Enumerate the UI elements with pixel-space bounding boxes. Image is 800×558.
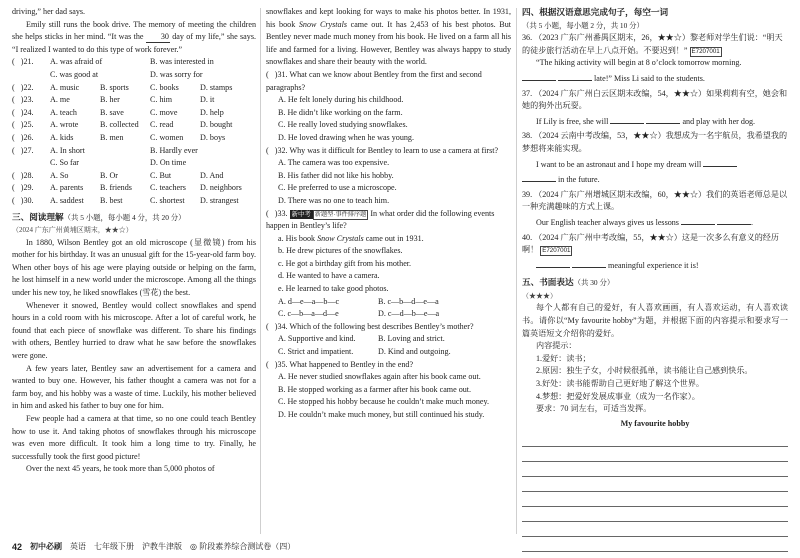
answer-blank[interactable] bbox=[610, 113, 644, 124]
writing-line[interactable] bbox=[522, 507, 788, 522]
question-36-en: “The hiking activity will begin at 8 o’clock tomorrow morning. bbox=[536, 58, 742, 68]
cloze-question-number: ( )25. bbox=[12, 120, 34, 130]
answer-blank[interactable] bbox=[558, 70, 592, 81]
question-35: ( )35. What happened to Bentley in the end? bbox=[266, 359, 414, 369]
q33-events bbox=[266, 245, 511, 295]
cloze-option[interactable]: C. was good at bbox=[50, 69, 99, 79]
section-title: 四、根据汉语意思完成句子，每空一词 bbox=[522, 7, 669, 17]
cloze-option-row bbox=[12, 170, 256, 183]
answer-blank[interactable] bbox=[703, 156, 737, 167]
question-38-en bbox=[522, 156, 788, 172]
answer-option[interactable]: A. Supportive and kind. bbox=[278, 334, 356, 344]
cloze-option-row bbox=[12, 132, 256, 145]
question-39-cn: 39. （2024 广东广州增城区期末改编，60，★★☆）我们的英语老师总是以一种充满趣味的方式上课。 bbox=[522, 189, 788, 212]
question-39-en: Our English teacher always gives us lessons . bbox=[522, 214, 788, 230]
cloze-option-row bbox=[12, 182, 256, 195]
question-38-en2 bbox=[522, 171, 788, 187]
requirements: 要求：70 词左右，可适当发挥。 bbox=[536, 404, 652, 414]
writing-line[interactable] bbox=[522, 462, 788, 477]
answer-blank[interactable] bbox=[522, 171, 556, 182]
text: 40. （2024 广东广州中考改编，55，★★☆）这是一次多么有意义的经历啊！ bbox=[522, 232, 779, 255]
answer-option[interactable]: B. Loving and strict. bbox=[378, 334, 445, 344]
cloze-option-row bbox=[12, 94, 256, 107]
answer-blank[interactable] bbox=[646, 113, 680, 124]
cloze-option[interactable]: A. saddest bbox=[50, 195, 84, 205]
answer-option[interactable]: B. His father did not like his hobby. bbox=[278, 170, 394, 180]
text: I want to be an astronaut and I hope my dream will bbox=[536, 159, 702, 169]
cloze-option[interactable]: B. was interested in bbox=[150, 57, 214, 67]
section-title: 五、书面表达 bbox=[522, 277, 574, 288]
cloze-options bbox=[12, 56, 256, 207]
q35-options bbox=[266, 371, 511, 421]
cloze-question-number: ( )21. bbox=[12, 57, 34, 67]
cloze-option[interactable]: D. And bbox=[200, 170, 224, 180]
text: Emily still runs the book drive. The memory of meeting the children she helps sticks in her mind. “It was the bbox=[12, 19, 256, 42]
question-type-tag: 新题型·事件排序题 bbox=[314, 210, 367, 218]
cloze-option[interactable]: B. her bbox=[100, 95, 120, 105]
question-source: （2024 广东广州黄埔区期末，★★☆） bbox=[12, 226, 133, 235]
question-34: ( )34. Which of the following best describes Bentley’s mother? bbox=[266, 321, 474, 331]
cloze-option-row bbox=[12, 119, 256, 132]
new-exam-badge: 新中考 bbox=[291, 210, 311, 218]
cloze-question-number: ( )28. bbox=[12, 170, 34, 180]
hint-item: 1.爱好：读书； bbox=[536, 353, 591, 363]
q33-options bbox=[266, 296, 511, 321]
text: 36. （2023 广东广州番禺区期末，26，★★☆）黎老师对学生们说：“明天的徒步旅行活动在早上八点开始。不要迟到！” bbox=[522, 33, 783, 55]
cloze-option[interactable]: B. men bbox=[100, 132, 124, 142]
cloze-option[interactable]: A. parents bbox=[50, 183, 84, 193]
cloze-option-row bbox=[12, 107, 256, 120]
cloze-option[interactable]: D. strangest bbox=[200, 195, 239, 205]
cloze-option-row bbox=[12, 195, 256, 208]
answer-option[interactable]: D. There was no one to teach him. bbox=[278, 195, 390, 205]
cloze-question-number: ( )23. bbox=[12, 95, 34, 105]
cloze-question-number bbox=[12, 157, 50, 170]
cloze-option[interactable]: C. But bbox=[150, 170, 172, 180]
question-31: ( )31. What can we know about Bentley from the first and second paragraphs? bbox=[266, 69, 482, 92]
question-40-en bbox=[522, 257, 788, 273]
cloze-option[interactable]: B. Hardly ever bbox=[150, 145, 198, 155]
text: late!” Miss Li said to the students. bbox=[592, 73, 705, 83]
question-36-en2 bbox=[522, 70, 788, 86]
cloze-option[interactable]: D. was sorry for bbox=[150, 69, 203, 79]
cloze-question-number: ( )29. bbox=[12, 183, 34, 193]
section-note: （共 30 分） bbox=[573, 278, 615, 288]
text: came out in 1931. bbox=[363, 233, 424, 243]
writing-prompt: 每个人都有自己的爱好，有人喜欢画画，有人喜欢运动，有人喜欢读书。请你以“My favourite hobby”为题，并根据下面的内容提示和要求写一篇英语短文介绍你的爱好。 bbox=[522, 303, 788, 338]
difficulty-stars: （★★★） bbox=[522, 291, 557, 300]
hint-item: 3.好处：读书能帮助自己更好地了解这个世界。 bbox=[536, 379, 704, 389]
grade: 七年级下册 bbox=[94, 542, 135, 551]
code-tag: E7207001 bbox=[691, 47, 720, 55]
cloze-option[interactable]: D. help bbox=[200, 107, 224, 117]
subject: 英语 bbox=[70, 542, 87, 551]
cloze-option[interactable]: D. boys bbox=[200, 132, 226, 142]
q34-options bbox=[266, 333, 511, 358]
answer-option[interactable]: D. He couldn’t make much money, but still continued his study. bbox=[278, 410, 485, 419]
cloze-option[interactable]: D. stamps bbox=[200, 82, 233, 92]
cloze-option[interactable]: C. women bbox=[150, 132, 184, 142]
cloze-option[interactable]: D. neighbors bbox=[200, 183, 242, 193]
answer-option[interactable]: D. c—d—b—e—a bbox=[378, 309, 440, 319]
answer-option[interactable]: A. d—e—a—b—c bbox=[278, 296, 340, 306]
text: day of my life,” she says. “I realized I wanted to do this type of work forever.” bbox=[12, 32, 256, 54]
passage-paragraph bbox=[12, 19, 256, 57]
question-37-en bbox=[522, 113, 788, 129]
hint-item: 2.原因：独生子女，小时候很孤单，读书能让自己感到快乐。 bbox=[536, 366, 753, 376]
cloze-option[interactable]: C. shortest bbox=[150, 195, 185, 205]
cloze-option[interactable]: C. read bbox=[150, 120, 174, 130]
cloze-option[interactable]: B. best bbox=[100, 195, 123, 205]
section-title: 三、阅读理解 bbox=[12, 211, 64, 222]
answer-option[interactable]: A. The camera was too expensive. bbox=[278, 158, 390, 168]
answer-blank[interactable] bbox=[522, 70, 556, 81]
brand: 初中必刷 bbox=[30, 542, 63, 551]
cloze-question-number: ( )27. bbox=[12, 145, 34, 155]
writing-line[interactable] bbox=[522, 522, 788, 537]
answer-option[interactable]: D. He loved drawing when he was young. bbox=[278, 132, 414, 142]
option-row bbox=[278, 308, 511, 321]
cloze-question-number bbox=[12, 69, 50, 82]
reading-passage bbox=[12, 237, 256, 476]
cloze-option[interactable]: B. collected bbox=[100, 120, 139, 130]
cloze-option[interactable]: A. So bbox=[50, 170, 69, 180]
answer-blank[interactable] bbox=[681, 214, 715, 225]
text: snowflakes and kept looking for ways to make his photos better. In 1931, his book bbox=[266, 7, 511, 29]
passage-paragraph bbox=[266, 6, 511, 69]
cloze-option[interactable]: C. him bbox=[150, 95, 173, 105]
cloze-option-row bbox=[12, 157, 256, 170]
page-footer bbox=[12, 541, 295, 552]
cloze-question-number: ( )26. bbox=[12, 132, 34, 142]
cloze-option[interactable]: B. friends bbox=[100, 183, 132, 193]
column-left bbox=[12, 6, 256, 476]
text: came out. It has 2,453 of his best photos. But Bentley never made much money from his book. He lived on a farm all his life and farmed for a living. However, Bentley was always happy to study snowflakes and share their beauty with the world. bbox=[266, 19, 511, 67]
cloze-option[interactable]: A. music bbox=[50, 82, 80, 92]
cloze-option[interactable]: D. bought bbox=[200, 120, 233, 130]
cloze-option[interactable]: B. sports bbox=[100, 82, 129, 92]
question-40-cn bbox=[522, 232, 788, 257]
option-row bbox=[278, 346, 511, 359]
cloze-blank-30[interactable]: 30 bbox=[146, 32, 170, 43]
hint-title: 内容提示： bbox=[536, 341, 577, 351]
q-text: In what order did the following events happen in Bentley’s life? bbox=[266, 208, 495, 231]
cloze-option[interactable]: A. was afraid of bbox=[50, 57, 103, 67]
answer-option[interactable]: C. He preferred to use a microscope. bbox=[278, 183, 397, 193]
question-32: ( )32. Why was it difficult for Bentley to learn to use a camera at first? bbox=[266, 145, 499, 155]
cloze-option[interactable]: A. wrote bbox=[50, 120, 79, 130]
text: and play with her dog. bbox=[680, 116, 756, 126]
writing-area[interactable] bbox=[522, 432, 788, 552]
passage-end-line: driving,” her dad says. bbox=[12, 7, 86, 16]
cloze-option[interactable]: D. it bbox=[200, 95, 215, 105]
q32-options bbox=[266, 157, 511, 207]
option-row bbox=[278, 296, 511, 309]
answer-option[interactable]: A. He never studied snowflakes again after his book came out. bbox=[278, 372, 481, 382]
text: a. His book bbox=[278, 233, 318, 243]
option-row bbox=[278, 333, 511, 346]
hint-item: 4.梦想：把爱好发展成事业（成为一名作家）。 bbox=[536, 391, 700, 401]
cloze-option[interactable]: A. teach bbox=[50, 107, 77, 117]
answer-option[interactable]: B. He didn’t like working on the farm. bbox=[278, 107, 403, 117]
code-tag: E7207001 bbox=[542, 247, 571, 255]
section-note: （共 5 小题，每小题 4 分，共 20 分） bbox=[63, 212, 186, 222]
answer-option[interactable]: A. He felt lonely during his childhood. bbox=[278, 95, 404, 105]
cloze-option[interactable]: A. In short bbox=[50, 145, 85, 155]
hint-list bbox=[522, 353, 788, 403]
cloze-option[interactable]: B. save bbox=[100, 107, 124, 117]
text: If Lily is free, she will bbox=[536, 116, 609, 126]
passage-paragraph: Over the next 45 years, he took more than 5,000 photos of bbox=[26, 464, 215, 474]
section-header bbox=[522, 6, 788, 32]
cloze-option[interactable]: A. me bbox=[50, 95, 70, 105]
passage-paragraph: In 1880, Wilson Bentley got an old microscope (显微镜) from his mother for his birthday. It was an unusual gift for the 15-year-old farm boy. When other boys of his age were playing outside or helping on the farm, he lost himself in a new world under the microscope. Among all the things under his new toy, he liked snowflakes (雪花) the best. bbox=[12, 237, 257, 298]
question-37-cn: 37. （2024 广东广州白云区期末改编，54，★★☆）如果莉莉有空，她会和她的狗外出玩耍。 bbox=[522, 88, 788, 111]
book-title: Snow Crystals bbox=[298, 19, 347, 29]
question-38-cn: 38. （2024 云南中考改编，53，★★☆）我想成为一名宇航员，我希望我的梦想将来能实现。 bbox=[522, 131, 788, 153]
answer-option[interactable]: C. He stopped his hobby because he couldn’t make much money. bbox=[278, 397, 490, 407]
answer-option[interactable]: C. Strict and impatient. bbox=[278, 347, 354, 357]
cloze-option-row bbox=[12, 56, 256, 69]
page-number: 42 bbox=[12, 541, 23, 552]
text: in the future. bbox=[556, 175, 600, 185]
passage-paragraph: A few years later, Bentley saw an advertisement for a camera and wanted to buy one. However, his father thought a camera was not for a farm boy, and his hobby was a waste of time. Luckily, his mother believed in him and asked his father to buy one for him. bbox=[12, 363, 256, 411]
column-right bbox=[522, 6, 788, 552]
question-33 bbox=[266, 208, 511, 233]
cloze-option[interactable]: C. teachers bbox=[150, 183, 186, 193]
cloze-option-row bbox=[12, 82, 256, 95]
q31-options bbox=[266, 94, 511, 144]
writing-line[interactable] bbox=[522, 447, 788, 462]
question-36-cn bbox=[522, 32, 788, 57]
cloze-option-row bbox=[12, 145, 256, 158]
answer-blank[interactable] bbox=[536, 257, 570, 268]
answer-option[interactable]: C. c—b—a—d—e bbox=[278, 309, 339, 319]
answer-option[interactable]: C. He really loved studying snowflakes. bbox=[278, 120, 408, 130]
cloze-option[interactable]: D. On time bbox=[150, 158, 187, 168]
answer-blank[interactable] bbox=[717, 214, 751, 225]
writing-title: My favourite hobby bbox=[620, 418, 690, 428]
q-num: ( )33. bbox=[266, 208, 288, 218]
column-middle bbox=[266, 6, 511, 422]
event-item: c. He got a birthday gift from his mother. bbox=[278, 258, 412, 268]
section-note: （共 5 小题，每小题 2 分，共 10 分） bbox=[522, 20, 644, 30]
answer-blank[interactable] bbox=[572, 257, 606, 268]
edition: 沪教牛津版 bbox=[142, 542, 183, 551]
section-header bbox=[12, 211, 256, 225]
writing-line[interactable] bbox=[522, 492, 788, 507]
event-item: e. He learned to take good photos. bbox=[278, 284, 389, 294]
event-a bbox=[278, 233, 511, 246]
book-title: Snow Crystals bbox=[317, 233, 364, 243]
test-name: ◎ 阶段素养综合测试卷（四） bbox=[190, 542, 296, 551]
section-header bbox=[522, 276, 788, 290]
cloze-option[interactable]: C. So far bbox=[50, 158, 79, 168]
writing-line[interactable] bbox=[522, 537, 788, 552]
answer-option[interactable]: B. He stopped working as a farmer after his book came out. bbox=[278, 384, 472, 394]
event-item: b. He drew pictures of the snowflakes. bbox=[278, 246, 403, 256]
cloze-option[interactable]: B. Or bbox=[100, 170, 118, 180]
cloze-question-number: ( )30. bbox=[12, 195, 34, 205]
cloze-question-number: ( )24. bbox=[12, 107, 34, 117]
writing-line[interactable] bbox=[522, 432, 788, 447]
text: Our English teacher always gives us lessons bbox=[536, 217, 679, 227]
passage-paragraph: Few people had a camera at that time, so no one could teach Bentley how to use it. And taking photos of snowflakes through his microscope was even more difficult. It took him a long time to try. Finally, he successfully took the first good picture! bbox=[12, 414, 256, 461]
passage-paragraph: Whenever it snowed, Bentley would collect snowflakes and spend hours in a cold room with his microscope. After a lot of careful work, he found that each piece of snowflake was different. To share his findings with others, Bentley hurried to draw what he saw before the snowflakes were gone. bbox=[12, 300, 256, 361]
event-item: d. He wanted to have a camera. bbox=[278, 271, 380, 281]
answer-option[interactable]: B. c—b—d—e—a bbox=[378, 296, 439, 306]
cloze-option[interactable]: A. kids bbox=[50, 132, 74, 142]
writing-line[interactable] bbox=[522, 477, 788, 492]
text: meaningful experience it is! bbox=[606, 260, 699, 270]
answer-option[interactable]: D. Kind and outgoing. bbox=[378, 347, 451, 357]
cloze-option[interactable]: C. move bbox=[150, 107, 178, 117]
cloze-question-number: ( )22. bbox=[12, 82, 34, 92]
cloze-option[interactable]: C. books bbox=[150, 82, 179, 92]
cloze-option-row bbox=[12, 69, 256, 82]
